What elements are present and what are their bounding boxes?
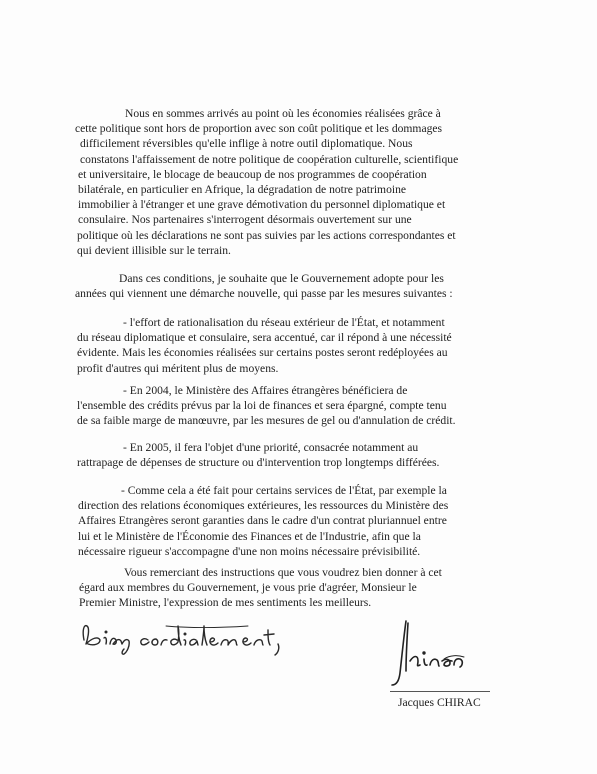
text-line: lui et le Ministère de l'Économie des Finances et de l'Industrie, afin que la [78,529,421,543]
text-line: années qui viennent une démarche nouvelle, qui passe par les mesures suivantes : [75,287,453,301]
text-line: politique où les déclarations ne sont pas suivies par les actions correspondantes et [77,228,456,242]
text-line: de sa faible marge de manœuvre, par les mesures de gel ou d'annulation de crédit. [77,414,456,428]
text-line: Affaires Etrangères seront garanties dans le cadre d'un contrat pluriannuel entre [78,514,447,528]
text-line: du réseau diplomatique et consulaire, sera accentué, car il répond à une nécessité [77,331,452,345]
text-line: direction des relations économiques extérieures, les ressources du Ministère des [78,499,449,513]
paragraph-closing-formula [79,565,512,611]
text-line: - En 2005, il fera l'objet d'une priorité, consacrée notamment au [123,441,419,454]
paragraph-2004 [77,383,512,429]
text-line: Premier Ministre, l'expression de mes sentiments les meilleurs. [79,596,372,610]
text-line: évidente. Mais les économies réalisées sur certains postes seront redéployées au [77,346,448,360]
signature [384,615,484,701]
text-line: immobilier à l'étranger et une grave démotivation du personnel diplomatique et [78,198,446,212]
text-line: Dans ces conditions, je souhaite que le Gouvernement adopte pour les [119,272,444,285]
text-line: - Comme cela a été fait pour certains services de l'État, par exemple la [121,484,447,497]
text-line: constatons l'affaissement de notre politique de coopération culturelle, scientifique [80,152,459,166]
paragraph-new-approach [75,271,512,301]
text-line: profit d'autres qui méritent plus de moyens. [77,361,279,375]
text-line: Vous remerciant des instructions que vous voudrez bien donner à cet [124,566,442,579]
signature-line [390,691,490,692]
text-line: - En 2004, le Ministère des Affaires étrangères bénéficiera de [123,384,408,397]
signer-name: Jacques CHIRAC [398,696,481,709]
text-line: bilatérale, en particulier en Afrique, la dégradation de notre patrimoine [78,183,407,197]
text-line: cette politique sont hors de proportion avec son coût politique et les dommages [75,122,443,136]
text-line: consulaire. Nos partenaires s'interrogent désormais ouvertement sur une [78,213,412,227]
paragraph-2005 [77,440,512,470]
text-line: l'ensemble des crédits prévus par la loi de finances et sera épargné, compte tenu [77,399,447,413]
handwritten-closing [78,618,338,658]
text-line: et universitaire, le blocage de beaucoup de nos programmes de coopération [78,167,427,181]
text-line: Nous en sommes arrivés au point où les économies réalisées grâce à [125,107,441,120]
text-line: difficilement réversibles qu'elle inflige à notre outil diplomatique. Nous [80,137,413,151]
paragraph-savings-impact [75,106,512,258]
text-line: rattrapage de dépenses de structure ou d'intervention trop longtemps différées. [77,456,440,470]
text-line: - l'effort de rationalisation du réseau extérieur de l'État, et notamment [123,316,445,329]
paragraph-multiyear-contract [78,483,512,559]
text-line: qui devient illisible sur le terrain. [77,243,231,257]
paragraph-network-rationalisation [77,315,512,376]
text-line: nécessaire rigueur s'accompagne d'une non moins nécessaire prévisibilité. [78,544,421,558]
text-line: égard aux membres du Gouvernement, je vous prie d'agréer, Monsieur le [79,581,417,595]
